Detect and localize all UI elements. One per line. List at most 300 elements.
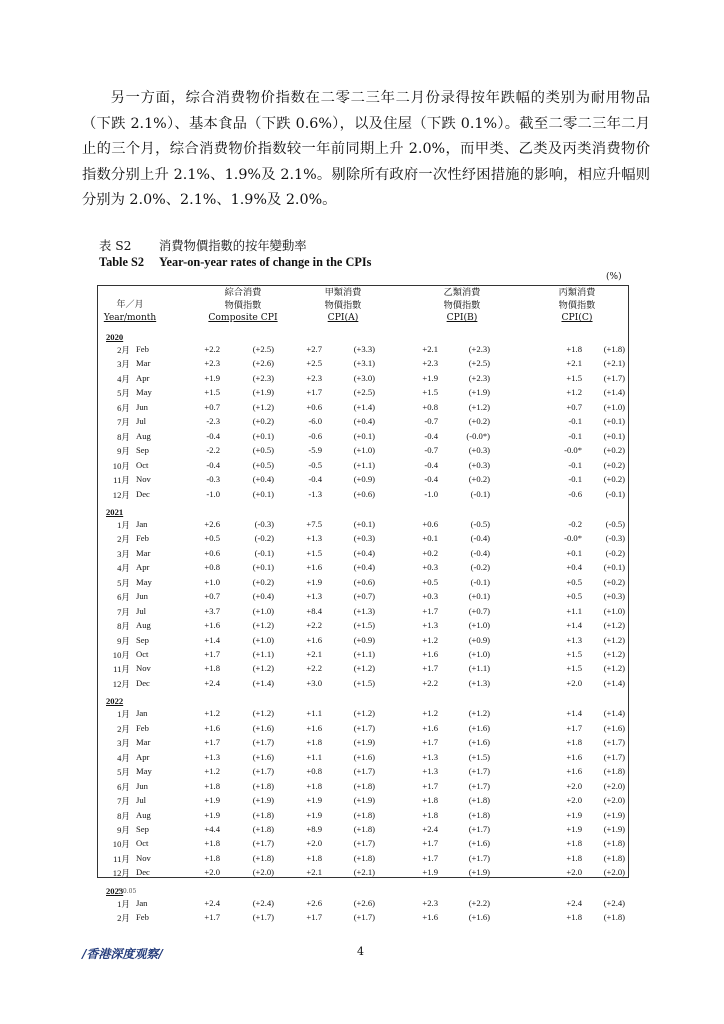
- excl-relief-value: (+1.0): [353, 445, 375, 456]
- month-en: Mar: [136, 547, 151, 558]
- excl-relief-value: (-0.0*): [466, 430, 490, 441]
- table-row: [0, 838, 724, 852]
- month-zh: 11月: [113, 475, 130, 486]
- excl-relief-value: (+1.2): [252, 620, 274, 631]
- excl-relief-value: (+1.1): [252, 649, 274, 659]
- excl-relief-value: (+0.6): [353, 488, 375, 499]
- excl-relief-value: (+1.8): [353, 852, 375, 863]
- excl-relief-value: (+2.6): [252, 358, 274, 369]
- month-en: Jul: [136, 416, 147, 427]
- cpi-value: -0.1: [568, 416, 582, 427]
- excl-relief-value: (+0.2): [603, 445, 625, 456]
- cpi-value: +2.4: [422, 823, 438, 834]
- col-zh2: 物價指數: [224, 299, 262, 311]
- month-zh: 10月: [112, 839, 130, 850]
- month-en: Jul: [136, 795, 147, 806]
- excl-relief-value: (+1.6): [252, 751, 274, 762]
- excl-relief-value: (-0.2): [254, 533, 274, 544]
- cpi-value: +0.2: [422, 547, 438, 558]
- cpi-value: +1.1: [566, 605, 582, 616]
- excl-relief-value: (+1.4): [603, 708, 625, 719]
- excl-relief-value: (+2.6): [353, 897, 375, 908]
- excl-relief-value: (+1.0): [468, 649, 490, 659]
- excl-relief-value: (+1.7): [353, 722, 375, 733]
- excl-relief-value: (+2.0): [252, 867, 274, 878]
- month-zh: 3月: [117, 359, 130, 370]
- excl-relief-value: (+1.4): [603, 677, 625, 688]
- cpi-value: +1.2: [204, 708, 220, 719]
- cpi-value: +2.6: [306, 897, 322, 908]
- excl-relief-value: (+1.0): [252, 605, 274, 616]
- cpi-value: +2.5: [306, 358, 322, 369]
- excl-relief-value: (+0.7): [353, 591, 375, 602]
- excl-relief-value: (+1.4): [353, 401, 375, 412]
- cpi-value: +1.9: [566, 809, 582, 820]
- cpi-value: +0.7: [566, 401, 582, 412]
- month-en: Nov: [136, 474, 151, 485]
- month-zh: 2月: [117, 534, 130, 545]
- table-label-zh: 表 S2: [99, 239, 132, 253]
- month-en: Jan: [136, 708, 148, 719]
- month-zh: 11月: [113, 853, 130, 864]
- cpi-value: +1.7: [422, 852, 438, 863]
- cpi-value: +1.2: [566, 387, 582, 398]
- excl-relief-value: (+0.2): [603, 576, 625, 587]
- excl-relief-value: (+1.7): [353, 912, 375, 923]
- cpi-value: +1.8: [204, 780, 220, 791]
- excl-relief-value: (+1.5): [353, 620, 375, 631]
- cpi-value: +0.1: [566, 547, 582, 558]
- year-heading: 2021: [106, 506, 124, 517]
- cpi-value: +3.0: [306, 677, 322, 688]
- month-en: Feb: [136, 533, 149, 544]
- cpi-value: +2.7: [306, 344, 322, 354]
- cpi-value: -0.4: [206, 430, 220, 441]
- table-row: [0, 635, 724, 649]
- month-zh: 9月: [117, 446, 130, 457]
- cpi-value: +0.1: [422, 533, 438, 544]
- excl-relief-value: (+0.1): [603, 430, 625, 441]
- table-row: [0, 678, 724, 692]
- cpi-value: +1.2: [422, 634, 438, 645]
- excl-relief-value: (+1.8): [353, 809, 375, 820]
- excl-relief-value: (+0.1): [603, 416, 625, 427]
- month-zh: 5月: [117, 767, 130, 778]
- month-en: Feb: [136, 344, 149, 354]
- month-zh: 6月: [117, 592, 130, 603]
- col-header-composite: [203, 287, 283, 325]
- col-zh1: 丙類消費: [558, 287, 596, 298]
- page-number: 4: [357, 945, 364, 958]
- month-en: Apr: [136, 751, 150, 762]
- cpi-value: +1.3: [204, 751, 220, 762]
- cpi-value: -0.6: [308, 430, 322, 441]
- cpi-value: +1.5: [566, 649, 582, 659]
- month-zh: 4月: [117, 563, 130, 574]
- col-en: CPI(A): [327, 312, 359, 323]
- excl-relief-value: (+0.4): [353, 547, 375, 558]
- cpi-value: -0.3: [206, 474, 220, 485]
- cpi-value: +1.7: [204, 649, 220, 659]
- month-zh: 3月: [117, 548, 130, 559]
- excl-relief-value: (+0.9): [353, 474, 375, 485]
- excl-relief-value: (+1.7): [468, 766, 490, 777]
- excl-relief-value: (-0.5): [605, 518, 625, 529]
- cpi-value: +1.9: [422, 867, 438, 878]
- excl-relief-value: (+1.8): [252, 809, 274, 820]
- cpi-value: +2.4: [204, 897, 220, 908]
- excl-relief-value: (+0.6): [353, 576, 375, 587]
- excl-relief-value: (+1.7): [468, 823, 490, 834]
- excl-relief-value: (+0.2): [468, 416, 490, 427]
- excl-relief-value: (+2.4): [603, 897, 625, 908]
- month-zh: 7月: [117, 417, 130, 428]
- excl-relief-value: (+0.5): [252, 445, 274, 456]
- month-zh: 12月: [112, 868, 130, 879]
- excl-relief-value: (+3.0): [353, 372, 375, 383]
- col-header-cpi-a: [303, 287, 383, 325]
- excl-relief-value: (+0.1): [353, 430, 375, 441]
- cpi-value: +4.4: [204, 823, 220, 834]
- excl-relief-value: (-0.3): [254, 518, 274, 529]
- cpi-value: +1.6: [422, 722, 438, 733]
- cpi-value: -0.4: [308, 474, 322, 485]
- table-row: [0, 460, 724, 474]
- cpi-value: +0.5: [204, 533, 220, 544]
- month-en: Dec: [136, 867, 150, 878]
- table-row: [0, 387, 724, 401]
- cpi-value: +0.4: [566, 562, 582, 573]
- cpi-value: +0.8: [204, 562, 220, 573]
- month-zh: 9月: [117, 824, 130, 835]
- excl-relief-value: (+1.7): [468, 780, 490, 791]
- month-en: Dec: [136, 677, 150, 688]
- cpi-value: +0.6: [422, 518, 438, 529]
- excl-relief-value: (+1.3): [468, 677, 490, 688]
- body-paragraph: [82, 86, 650, 214]
- excl-relief-value: (+1.7): [468, 852, 490, 863]
- excl-relief-value: (+1.8): [603, 838, 625, 849]
- cpi-value: +1.7: [306, 387, 322, 398]
- excl-relief-value: (+1.7): [252, 737, 274, 748]
- excl-relief-value: (+0.4): [353, 416, 375, 427]
- excl-relief-value: (+1.1): [353, 649, 375, 659]
- excl-relief-value: (+0.3): [468, 445, 490, 456]
- cpi-value: +1.8: [566, 912, 582, 923]
- excl-relief-value: (+1.7): [603, 751, 625, 762]
- excl-relief-value: (+1.6): [603, 722, 625, 733]
- excl-relief-value: (+1.2): [603, 620, 625, 631]
- excl-relief-value: (-0.2): [470, 562, 490, 573]
- yearmonth-zh: 年／月: [116, 300, 144, 310]
- month-en: Dec: [136, 488, 150, 499]
- excl-relief-value: (+0.1): [468, 591, 490, 602]
- table-row: [0, 708, 724, 722]
- excl-relief-value: (+2.1): [603, 358, 625, 369]
- table-row: [0, 649, 724, 663]
- table-caption-en: [99, 255, 371, 270]
- excl-relief-value: (-0.2): [605, 547, 625, 558]
- cpi-value: +2.3: [204, 358, 220, 369]
- month-zh: 5月: [117, 577, 130, 588]
- cpi-value: +0.7: [204, 591, 220, 602]
- excl-relief-value: (+0.1): [603, 562, 625, 573]
- excl-relief-value: (+1.8): [252, 823, 274, 834]
- cpi-value: +2.1: [422, 344, 438, 354]
- table-row: [0, 723, 724, 737]
- month-en: Jan: [136, 897, 148, 908]
- month-en: Sep: [136, 823, 149, 834]
- excl-relief-value: (+1.6): [468, 912, 490, 923]
- cpi-value: +3.7: [204, 605, 220, 616]
- excl-relief-value: (+2.5): [353, 387, 375, 398]
- month-en: Nov: [136, 852, 151, 863]
- col-en: CPI(C): [561, 312, 593, 323]
- month-zh: 8月: [117, 431, 130, 442]
- cpi-value: -0.0*: [564, 445, 582, 456]
- cpi-value: +2.2: [204, 344, 220, 354]
- cpi-value: +0.5: [422, 576, 438, 587]
- table-row: [0, 663, 724, 677]
- col-zh2: 物價指數: [558, 299, 596, 311]
- excl-relief-value: (+0.2): [603, 474, 625, 485]
- cpi-value: -0.2: [568, 518, 582, 529]
- month-zh: 6月: [117, 402, 130, 413]
- table-row: [0, 912, 724, 926]
- cpi-value: -0.4: [424, 459, 438, 470]
- table-row: [0, 853, 724, 867]
- excl-relief-value: (+0.1): [252, 430, 274, 441]
- month-en: May: [136, 576, 152, 587]
- month-en: Jun: [136, 780, 148, 791]
- cpi-value: +2.3: [422, 358, 438, 369]
- col-header-cpi-c: [537, 287, 617, 325]
- cpi-value: +7.5: [306, 518, 322, 529]
- table-row: [0, 373, 724, 387]
- month-en: Feb: [136, 912, 149, 923]
- excl-relief-value: (+2.0): [603, 780, 625, 791]
- cpi-value: +1.6: [306, 722, 322, 733]
- publisher-logo: /香港深度观察/: [82, 947, 163, 961]
- month-zh: 8月: [117, 621, 130, 632]
- excl-relief-value: (+1.8): [603, 852, 625, 863]
- table-title-zh: 消費物價指數的按年變動率: [159, 239, 307, 253]
- excl-relief-value: (+0.4): [252, 474, 274, 485]
- cpi-value: +1.5: [306, 547, 322, 558]
- cpi-value: +1.3: [422, 620, 438, 631]
- year-heading: 2020: [106, 332, 124, 342]
- cpi-value: +1.6: [422, 912, 438, 923]
- cpi-value: +1.9: [566, 823, 582, 834]
- cpi-value: +1.3: [422, 751, 438, 762]
- excl-relief-value: (+1.9): [468, 867, 490, 878]
- excl-relief-value: (+0.1): [252, 488, 274, 499]
- month-en: Apr: [136, 562, 150, 573]
- table-row: [0, 577, 724, 591]
- cpi-value: +1.7: [422, 838, 438, 849]
- excl-relief-value: (+1.8): [603, 766, 625, 777]
- table-row: [0, 489, 724, 503]
- excl-relief-value: (+1.6): [468, 737, 490, 748]
- excl-relief-value: (+1.0): [603, 605, 625, 616]
- table-row: [0, 766, 724, 780]
- cpi-value: +2.2: [306, 663, 322, 674]
- cpi-value: +1.7: [422, 737, 438, 748]
- cpi-value: +1.8: [306, 780, 322, 791]
- excl-relief-value: (+1.6): [252, 722, 274, 733]
- excl-relief-value: (+1.7): [603, 372, 625, 383]
- cpi-value: +0.8: [422, 401, 438, 412]
- table-title-en: Year-on-year rates of change in the CPIs: [159, 255, 372, 269]
- excl-relief-value: (+1.8): [252, 852, 274, 863]
- month-en: Jan: [136, 518, 148, 529]
- excl-relief-value: (+2.4): [252, 897, 274, 908]
- cpi-value: +0.7: [204, 401, 220, 412]
- cpi-value: +1.3: [566, 634, 582, 645]
- excl-relief-value: (+1.9): [353, 795, 375, 806]
- cpi-value: -2.2: [206, 445, 220, 456]
- col-en: CPI(B): [446, 312, 478, 323]
- excl-relief-value: (+1.3): [353, 605, 375, 616]
- excl-relief-value: (+1.1): [468, 663, 490, 674]
- cpi-value: +0.6: [306, 401, 322, 412]
- yearmonth-header: [100, 299, 160, 324]
- table-row: [0, 431, 724, 445]
- cpi-value: +1.9: [204, 372, 220, 383]
- cpi-value: +2.4: [204, 677, 220, 688]
- month-en: Jun: [136, 591, 148, 602]
- excl-relief-value: (+1.2): [603, 663, 625, 674]
- excl-relief-value: (+1.2): [252, 663, 274, 674]
- col-zh2: 物價指數: [324, 299, 362, 311]
- month-zh: 2月: [117, 345, 130, 355]
- month-en: Oct: [136, 459, 149, 470]
- excl-relief-value: (+1.0): [252, 634, 274, 645]
- month-en: Aug: [136, 809, 151, 820]
- col-header-cpi-b: [422, 287, 502, 325]
- cpi-value: +1.5: [204, 387, 220, 398]
- month-zh: 12月: [112, 489, 130, 500]
- excl-relief-value: (+0.4): [353, 562, 375, 573]
- month-zh: 12月: [112, 678, 130, 689]
- cpi-value: -0.4: [424, 474, 438, 485]
- cpi-value: +1.8: [422, 809, 438, 820]
- cpi-value: +1.1: [306, 751, 322, 762]
- cpi-value: +1.9: [204, 809, 220, 820]
- table-row: [0, 562, 724, 576]
- excl-relief-value: (+1.8): [603, 344, 625, 354]
- month-en: Sep: [136, 445, 149, 456]
- cpi-value: -5.9: [308, 445, 322, 456]
- cpi-value: +1.9: [204, 795, 220, 806]
- excl-relief-value: (+0.3): [603, 591, 625, 602]
- table-row: [0, 416, 724, 430]
- excl-relief-value: (-0.1): [470, 576, 490, 587]
- table-row: [0, 344, 724, 358]
- cpi-value: +1.6: [566, 751, 582, 762]
- cpi-value: -0.7: [424, 416, 438, 427]
- excl-relief-value: (+2.3): [252, 372, 274, 383]
- excl-relief-value: (+1.9): [252, 795, 274, 806]
- cpi-value: -0.0*: [564, 533, 582, 544]
- excl-relief-value: (+1.2): [603, 649, 625, 659]
- excl-relief-value: (+1.8): [252, 780, 274, 791]
- excl-relief-value: (+2.5): [468, 358, 490, 369]
- table-row: [0, 519, 724, 533]
- month-zh: 1月: [117, 709, 130, 720]
- table-label-en: Table S2: [99, 255, 144, 269]
- cpi-value: +1.5: [566, 372, 582, 383]
- excl-relief-value: (+0.3): [353, 533, 375, 544]
- month-zh: 9月: [117, 635, 130, 646]
- cpi-value: +1.7: [422, 605, 438, 616]
- cpi-value: +1.8: [422, 795, 438, 806]
- excl-relief-value: (+1.6): [468, 838, 490, 849]
- cpi-value: +1.6: [422, 649, 438, 659]
- cpi-value: +1.6: [204, 620, 220, 631]
- col-zh1: 甲類消費: [324, 287, 362, 298]
- excl-relief-value: (+1.4): [603, 387, 625, 398]
- excl-relief-value: (+1.0): [468, 620, 490, 631]
- table-row: [0, 781, 724, 795]
- cpi-value: +1.7: [204, 912, 220, 923]
- cpi-value: +1.2: [422, 708, 438, 719]
- cpi-value: +1.2: [204, 766, 220, 777]
- table-row: [0, 533, 724, 547]
- month-zh: 5月: [117, 388, 130, 399]
- cpi-value: +1.6: [204, 722, 220, 733]
- excl-relief-value: (+1.8): [468, 809, 490, 820]
- cpi-value: +1.4: [566, 708, 582, 719]
- excl-relief-value: (+1.9): [468, 387, 490, 398]
- cpi-value: +1.9: [422, 372, 438, 383]
- excl-relief-value: (+0.5): [252, 459, 274, 470]
- footnote: * 0.05: [118, 888, 137, 895]
- cpi-value: -0.1: [568, 459, 582, 470]
- month-en: May: [136, 387, 152, 398]
- excl-relief-value: (+2.3): [468, 344, 490, 354]
- cpi-value: +1.9: [306, 576, 322, 587]
- cpi-value: +1.8: [204, 852, 220, 863]
- cpi-value: +1.9: [306, 795, 322, 806]
- cpi-value: +2.6: [204, 518, 220, 529]
- cpi-value: -2.3: [206, 416, 220, 427]
- cpi-value: +8.4: [306, 605, 322, 616]
- cpi-value: -0.4: [206, 459, 220, 470]
- table-row: [0, 737, 724, 751]
- excl-relief-value: (+0.1): [353, 518, 375, 529]
- table-row: [0, 402, 724, 416]
- table-row: [0, 867, 724, 881]
- excl-relief-value: (+1.7): [603, 737, 625, 748]
- excl-relief-value: (+0.2): [252, 416, 274, 427]
- excl-relief-value: (+1.9): [353, 737, 375, 748]
- table-row: [0, 591, 724, 605]
- excl-relief-value: (-0.3): [605, 533, 625, 544]
- table-row: [0, 824, 724, 838]
- excl-relief-value: (+2.1): [353, 867, 375, 878]
- month-zh: 8月: [117, 810, 130, 821]
- excl-relief-value: (+2.0): [603, 867, 625, 878]
- cpi-value: +2.2: [422, 677, 438, 688]
- month-zh: 7月: [117, 796, 130, 807]
- excl-relief-value: (+1.9): [603, 809, 625, 820]
- cpi-value: -0.4: [424, 430, 438, 441]
- cpi-value: +1.7: [306, 912, 322, 923]
- cpi-value: +1.8: [306, 852, 322, 863]
- excl-relief-value: (+1.2): [353, 663, 375, 674]
- col-en: Composite CPI: [208, 312, 278, 323]
